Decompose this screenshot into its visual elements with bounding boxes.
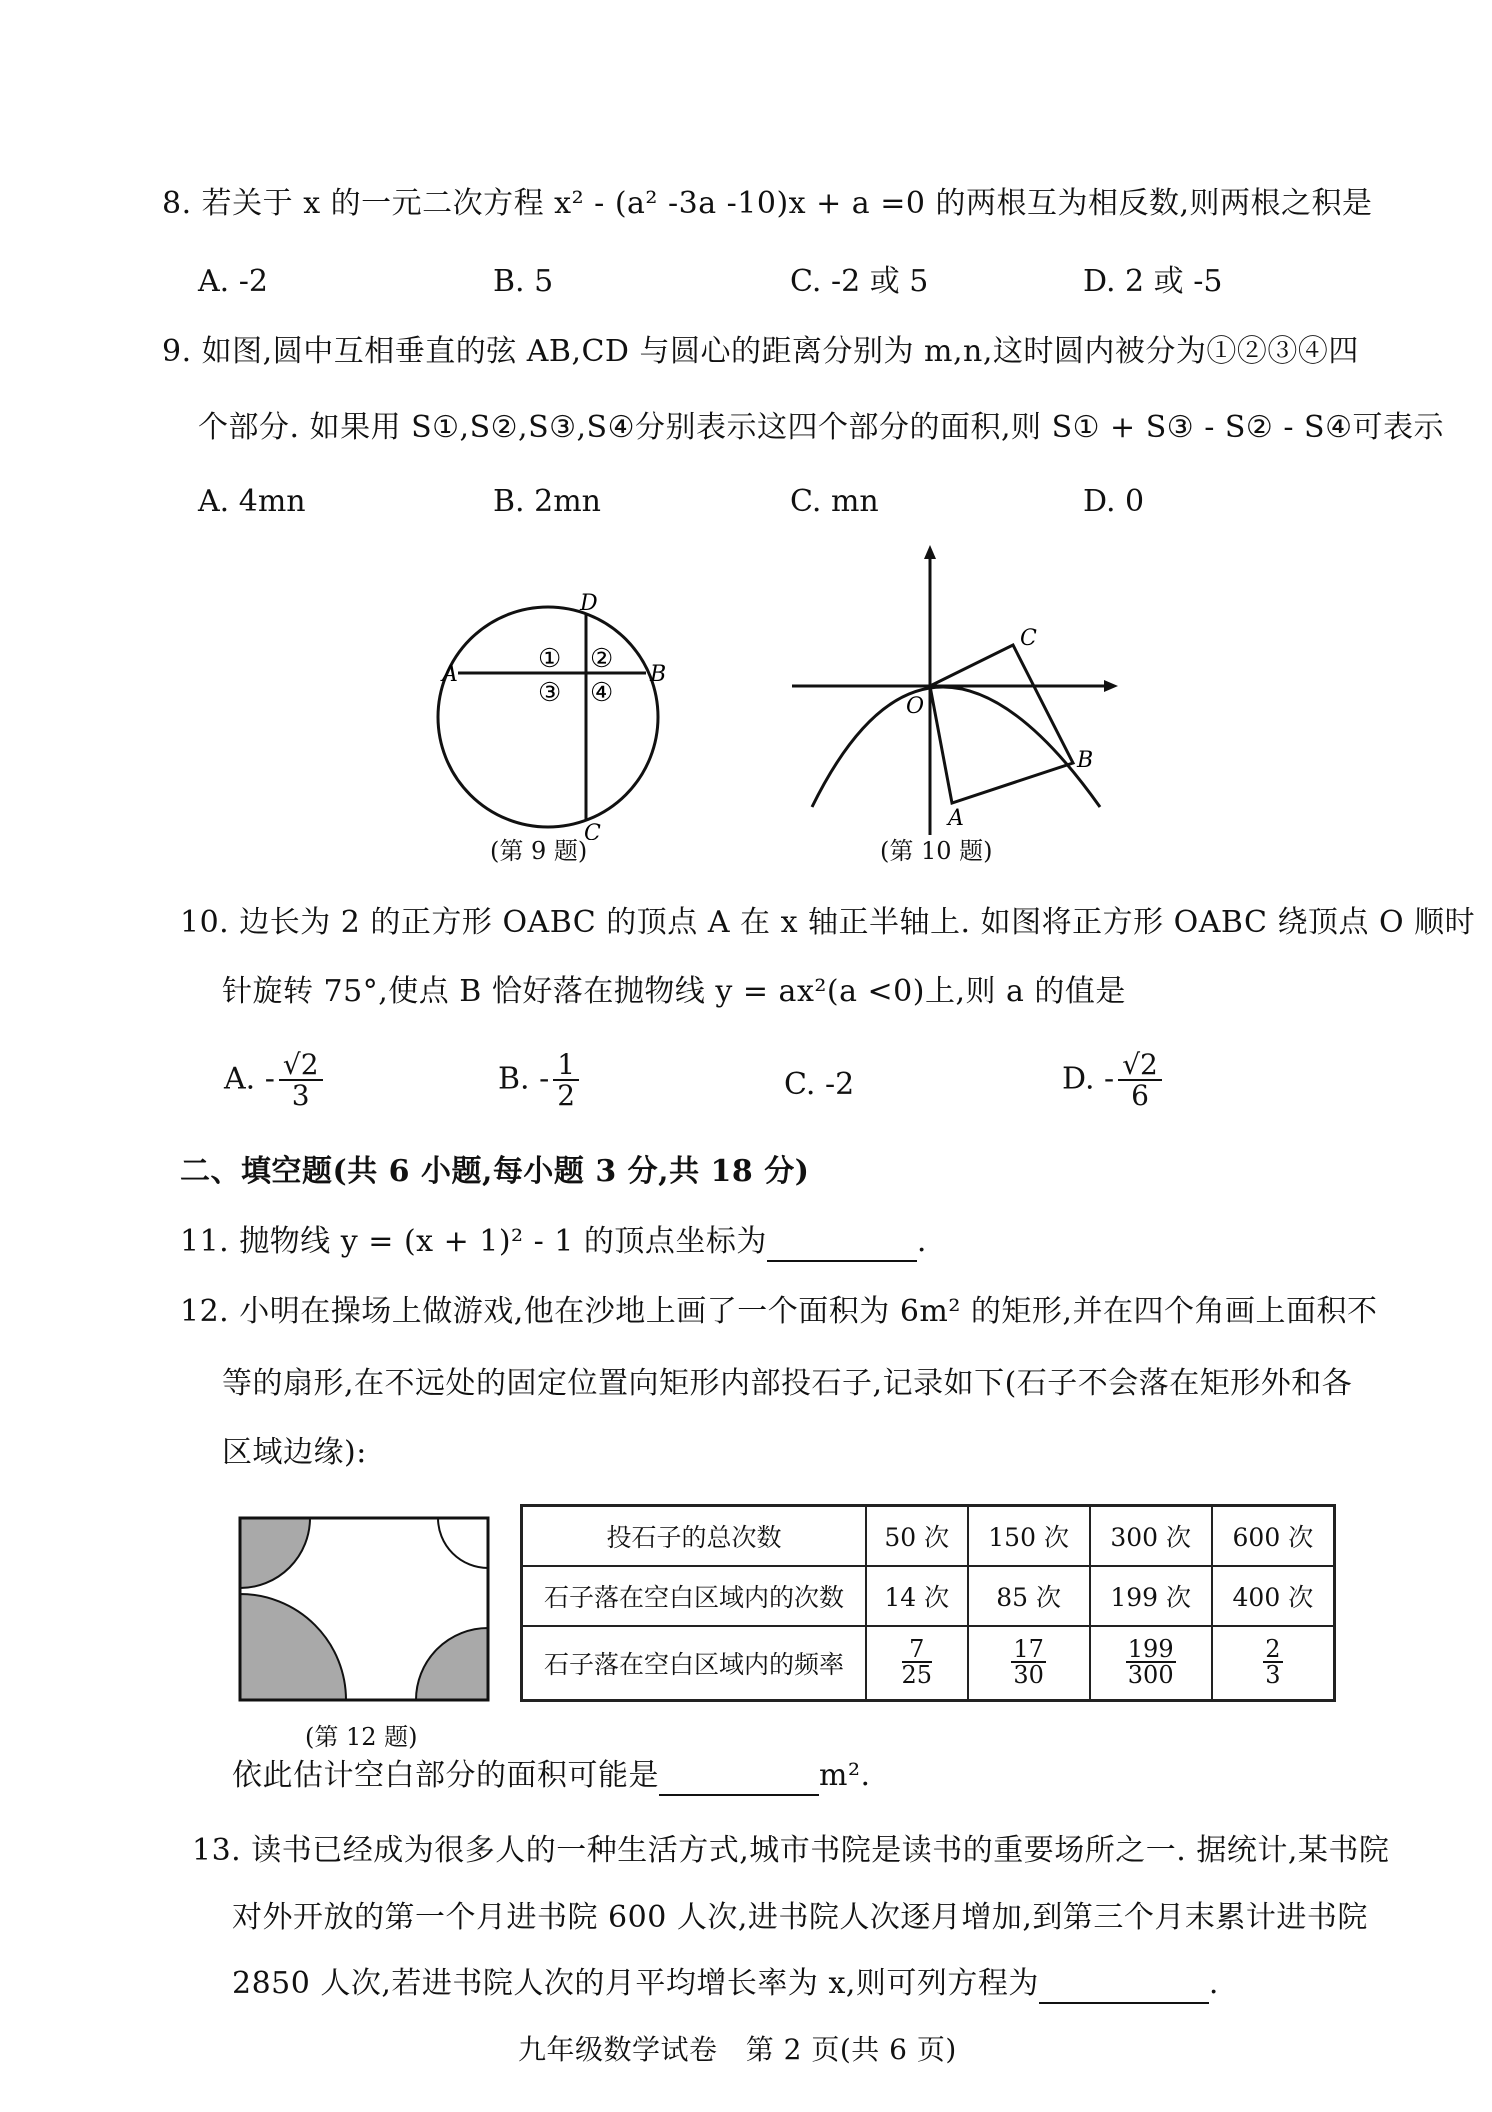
table-cell: 85 次 <box>968 1566 1090 1626</box>
q9-stem-line2: 个部分. 如果用 S①,S②,S③,S④分别表示这四个部分的面积,则 S① + S③ - S② - S④可表示 <box>198 410 1444 445</box>
q12-line1: 12. 小明在操场上做游戏,他在沙地上画了一个面积为 6m² 的矩形,并在四个角画上面积不 <box>180 1294 1378 1329</box>
q8-option-a: A. -2 <box>198 264 268 299</box>
figure-9-caption: (第 9 题) <box>490 837 588 865</box>
q11-answer-blank <box>767 1230 917 1262</box>
table-cell: $\frac{17}{30}$ <box>968 1626 1090 1701</box>
label-c: C <box>1020 626 1037 651</box>
q9-option-a: A. 4mn <box>198 484 306 519</box>
sector-bottom-right <box>416 1628 488 1700</box>
figure-10-parabola-square <box>770 545 1130 835</box>
table-row <box>522 1506 1335 1567</box>
table-row <box>522 1626 1335 1701</box>
q10-option-d: D. - $\frac{√2}{6}$ <box>1062 1050 1162 1111</box>
label-a: A <box>948 806 964 831</box>
table-cell: 199 次 <box>1090 1566 1212 1626</box>
throw-record-table <box>520 1504 1336 1702</box>
q12-line3: 区域边缘): <box>222 1435 367 1470</box>
q13-line1: 13. 读书已经成为很多人的一种生活方式,城市书院是读书的重要场所之一. 据统计,某书院 <box>192 1833 1390 1868</box>
sector-top-left <box>240 1518 310 1588</box>
table-cell: 150 次 <box>968 1506 1090 1567</box>
table-cell: 600 次 <box>1212 1506 1335 1567</box>
label-b: B <box>1077 748 1094 773</box>
y-axis-arrow <box>924 545 936 559</box>
sector-top-right <box>438 1518 488 1568</box>
label-a: A <box>442 662 458 687</box>
q8-stem: 8. 若关于 x 的一元二次方程 x² - (a² -3a -10)x + a =0 的两根互为相反数,则两根之积是 <box>162 186 1373 221</box>
table-cell: $\frac{7}{25}$ <box>866 1626 968 1701</box>
q9-option-c: C. mn <box>790 484 879 519</box>
page-footer: 九年级数学试卷 第 2 页(共 6 页) <box>518 2033 957 2066</box>
region-3-label: ③ <box>538 678 562 708</box>
section-2-heading: 二、填空题(共 6 小题,每小题 3 分,共 18 分) <box>180 1154 810 1189</box>
q10-option-a: A. - $\frac{√2}{3}$ <box>224 1050 323 1111</box>
q8-option-b: B. 5 <box>493 264 554 299</box>
row-header: 石子落在空白区域内的频率 <box>522 1626 867 1701</box>
region-1-label: ① <box>538 644 562 674</box>
q8-option-d: D. 2 或 -5 <box>1083 264 1223 299</box>
q10-option-b: B. - $\frac{1}{2}$ <box>498 1050 579 1111</box>
q10-stem-line1: 10. 边长为 2 的正方形 OABC 的顶点 A 在 x 轴正半轴上. 如图将正方形 OABC 绕顶点 O 顺时 <box>180 905 1476 940</box>
table-cell: 300 次 <box>1090 1506 1212 1567</box>
q12-line2: 等的扇形,在不远处的固定位置向矩形内部投石子,记录如下(石子不会落在矩形外和各 <box>222 1366 1353 1401</box>
table-cell: 14 次 <box>866 1566 968 1626</box>
region-4-label: ④ <box>590 678 614 708</box>
label-c: C <box>584 821 601 840</box>
label-d: D <box>580 591 598 616</box>
square-oabc <box>930 645 1073 803</box>
table-cell: 50 次 <box>866 1506 968 1567</box>
label-o: O <box>906 694 925 719</box>
q13-line2: 对外开放的第一个月进书院 600 人次,进书院人次逐月增加,到第三个月末累计进书院 <box>232 1900 1368 1935</box>
q12-answer-line: 依此估计空白部分的面积可能是 m². <box>232 1756 871 1796</box>
table-cell: $\frac{199}{300}$ <box>1090 1626 1212 1701</box>
sector-bottom-left <box>240 1594 346 1700</box>
region-2-label: ② <box>590 644 614 674</box>
table-cell: $\frac{2}{3}$ <box>1212 1626 1335 1701</box>
figure-9-circle-chords <box>420 590 680 840</box>
figure-10-caption: (第 10 题) <box>880 837 993 865</box>
row-header: 投石子的总次数 <box>522 1506 867 1567</box>
circle <box>438 607 658 827</box>
x-axis-arrow <box>1104 680 1118 692</box>
q12-answer-blank <box>659 1764 819 1796</box>
table-cell: 400 次 <box>1212 1566 1335 1626</box>
parabola <box>812 687 1100 807</box>
q9-stem-line1: 9. 如图,圆中互相垂直的弦 AB,CD 与圆心的距离分别为 m,n,这时圆内被分为①②③④四 <box>162 334 1359 369</box>
q10-stem-line2: 针旋转 75°,使点 B 恰好落在抛物线 y = ax²(a <0)上,则 a 的值是 <box>222 974 1126 1009</box>
q13-line3: 2850 人次,若进书院人次的月平均增长率为 x,则可列方程为 . <box>232 1964 1219 2004</box>
figure-12-caption: (第 12 题) <box>305 1723 418 1751</box>
label-b: B <box>650 662 667 687</box>
figure-12-rectangle-sectors <box>238 1516 490 1702</box>
q9-option-d: D. 0 <box>1083 484 1145 519</box>
q8-option-c: C. -2 或 5 <box>790 264 929 299</box>
table-row <box>522 1566 1335 1626</box>
q10-option-c: C. -2 <box>784 1067 855 1102</box>
q9-option-b: B. 2mn <box>493 484 601 519</box>
q11: 11. 抛物线 y = (x + 1)² - 1 的顶点坐标为 . <box>180 1222 927 1262</box>
row-header: 石子落在空白区域内的次数 <box>522 1566 867 1626</box>
q13-answer-blank <box>1039 1972 1209 2004</box>
